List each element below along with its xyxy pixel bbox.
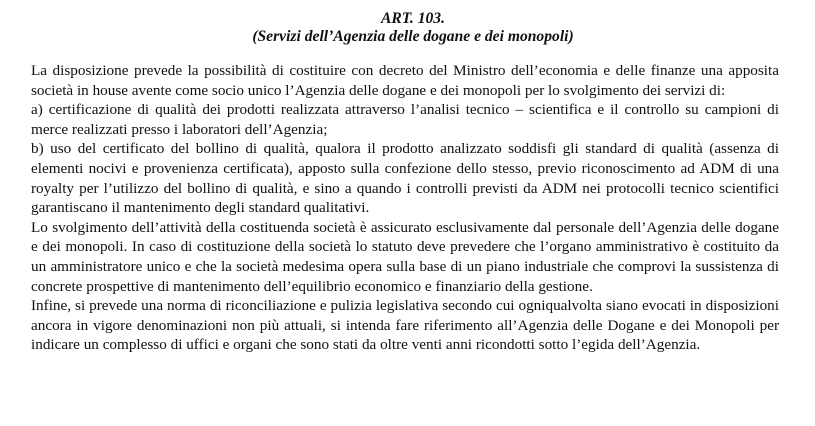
paragraph-reconciliation: Infine, si prevede una norma di riconciliazione e pulizia legislativa secondo cui ogniqualvolta siano evocati in disposizioni ancora in vigore denominazioni non più attuali, si intenda fare riferimento all’Agenzia delle Dogane e dei Monopoli per indicare un complesso di uffici e organi che sono stati da oltre venti anni ricondotti sotto l’egida dell’Agenzia. <box>31 297 779 354</box>
paragraph-staffing: Lo svolgimento dell’attività della costituenda società è assicurato esclusivamente dal personale dell’Agenzia delle dogane e dei monopoli. In caso di costituzione della società lo statuto deve prevedere che l’organo amministrativo è costituito da un amministratore unico e che la società medesima opera sulla base di un piano industriale che comprovi la sussistenza di concrete prospettive di mantenimento dell’equilibrio economico e finanziario della gestione. <box>31 218 779 295</box>
paragraph-intro: La disposizione prevede la possibilità di costituire con decreto del Ministro dell’economia e delle finanze una apposita società in house avente come socio unico l’Agenzia delle dogane e dei monopoli per lo svolgimento dei servizi di: <box>31 62 779 99</box>
article-number: ART. 103. <box>381 10 445 27</box>
paragraph-item-a: a) certificazione di qualità dei prodotti realizzata attraverso l’analisi tecnico – scientifica e il controllo su campioni di merce realizzati presso i laboratori dell’Agenzia; <box>31 101 779 138</box>
document-page <box>31 10 779 355</box>
article-subtitle: (Servizi dell’Agenzia delle dogane e dei monopoli) <box>252 28 574 45</box>
paragraph-item-b: b) uso del certificato del bollino di qualità, qualora il prodotto analizzato soddisfi gli standard di qualità (assenza di elementi nocivi e provenienza certificata), apposto sulla confezione dello stesso, previo riconoscimento ad ADM di una royalty per l’utilizzo del bollino di qualità, e sino a quando i controlli previsti da ADM nei protocolli tecnico scientifici garantiscano il mantenimento degli standard qualitativi. <box>31 140 779 217</box>
